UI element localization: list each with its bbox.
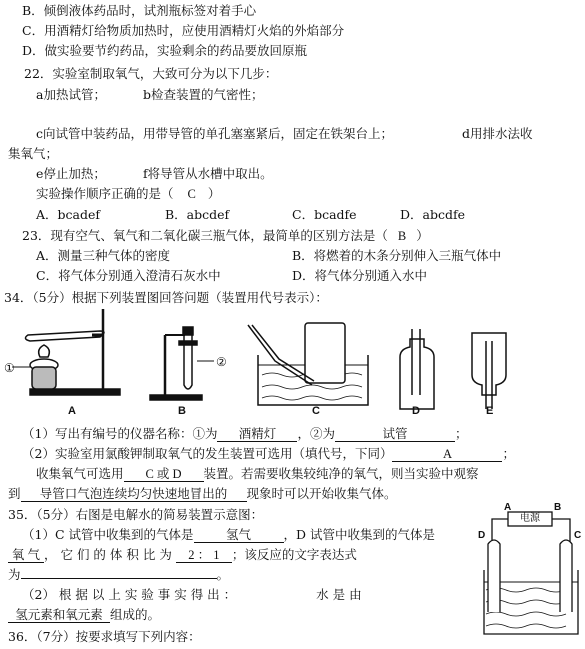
q34-part2-end: ；	[502, 446, 515, 461]
q34-part4-end: 现象时可以开始收集气体。	[246, 486, 397, 501]
q22-option-d: D．abcdfe	[400, 207, 466, 222]
q22-step-d-cont: 集氧气；	[8, 146, 59, 161]
q35-part5-end: 组成的。	[110, 607, 161, 622]
marker-1: ①	[4, 361, 15, 375]
q34-answer-1: 酒精灯	[217, 427, 297, 442]
q35-part4	[22, 587, 362, 603]
label-c: C	[312, 405, 320, 417]
q35-part4-text: （2） 根 据 以 上 实 验 事 实 得 出 ：	[22, 587, 237, 602]
tube-c-label: C	[574, 530, 582, 541]
q22-step-e: e停止加热；	[36, 166, 106, 181]
stand-b-base	[150, 395, 202, 400]
q35-blank-equation	[21, 578, 217, 579]
q34-part3-end: 装置。若需要收集较纯净的氧气，则当实验中观察	[203, 466, 479, 481]
q23-answer: B	[397, 229, 407, 243]
q35-part1	[22, 527, 435, 543]
tube-right	[560, 540, 572, 612]
bottle-e	[472, 333, 506, 395]
q22-close: ）	[207, 186, 221, 201]
option-d-line: D．做实验要节约药品，实验剩余的药品要放回原瓶	[22, 43, 308, 58]
q22-option-b: B．abcdef	[165, 207, 230, 222]
q23-option-c: C．将气体分别通入澄清石灰水中	[36, 268, 221, 283]
q22-stem: 22．实验室制取氧气，大致可分为以下几步：	[24, 66, 278, 81]
q34-answer-3: A	[392, 447, 502, 462]
q35-part1-text: （1）C 试管中收集到的气体是	[22, 527, 194, 542]
q35-stem: 35．（5分）右图是电解水的简易装置示意图：	[8, 507, 264, 522]
q22-step-d: d用排水法收	[462, 126, 533, 141]
q34-stem: 34．（5分）根据下列装置图回答问题（装置用代号表示）：	[4, 290, 328, 305]
option-c-line: C．用酒精灯给物质加热时，应使用酒精灯火焰的外焰部分	[22, 23, 345, 38]
label-e: E	[486, 405, 494, 417]
power-label: 电源	[520, 513, 540, 524]
q34-part3	[36, 466, 479, 482]
q34-answer-2: 试管	[335, 427, 455, 442]
q23-stem-text: 23．现有空气、氧气和二氧化碳三瓶气体，最简单的区别方法是（	[22, 228, 388, 243]
q22-step-a: a加热试管；	[36, 87, 106, 102]
q23-stem	[22, 228, 429, 244]
label-d: D	[412, 405, 420, 417]
q34-answer-4: C 或 D	[124, 467, 204, 482]
electrolysis-figure	[478, 500, 583, 640]
option-b-line: B．倾倒液体药品时，试剂瓶标签对着手心	[22, 3, 257, 18]
tube-left	[488, 540, 500, 612]
q36-stem: 36．（7分）按要求填写下列内容：	[8, 629, 201, 644]
apparatus-figure	[0, 305, 585, 420]
electrode-a-label: A	[504, 502, 512, 513]
stand-a-base	[30, 389, 120, 395]
q22-step-f: f将导管从水槽中取出。	[143, 166, 273, 181]
q34-part1-text: （1）写出有编号的仪器名称：①为	[22, 426, 218, 441]
q23-option-b: B．将燃着的木条分别伸入三瓶气体中	[292, 248, 502, 263]
q35-answer-2: 氧 气	[8, 548, 44, 563]
q35-part3	[8, 567, 229, 583]
label-a: A	[68, 405, 76, 417]
q35-part5	[8, 607, 160, 623]
q35-part4-end: 水 是 由	[316, 587, 362, 602]
q34-part3-text: 收集氧气可选用	[36, 466, 124, 481]
q34-part1-end: ；	[454, 426, 468, 441]
q34-part2-text: （2）实验室用氯酸钾制取氧气的发生装置可选用（填代号，下同）	[22, 446, 393, 461]
marker-2: ②	[216, 355, 227, 369]
q22-step-b: b检查装置的气密性；	[143, 87, 264, 102]
q35-part3-end: 。	[216, 567, 230, 582]
q23-option-a: A．测量三种气体的密度	[36, 248, 171, 263]
q34-part1-mid: ，②为	[297, 426, 335, 441]
electrode-b-label: B	[554, 502, 562, 513]
q23-option-d: D．将气体分别通入水中	[292, 268, 428, 283]
q35-answer-1: 氢气	[194, 528, 284, 543]
tube-d-label: D	[478, 530, 486, 541]
q34-part4-text: 到	[8, 486, 21, 501]
lamp-base	[32, 367, 56, 389]
q22-option-c: C．bcadfe	[292, 207, 357, 222]
q35-answer-3: 2 ： 1	[176, 548, 232, 563]
q35-part2	[8, 547, 357, 563]
q22-step-c: c向试管中装药品，用带导管的单孔塞塞紧后，固定在铁架台上；	[36, 126, 394, 141]
q35-part3-text: 为	[8, 567, 21, 582]
apparatus-drawing	[0, 305, 585, 420]
q35-part1-mid: ，D 试管中收集到的气体是	[283, 527, 435, 542]
lamp-flame	[39, 345, 50, 357]
q35-part2-end: ；该反应的文字表达式	[231, 547, 357, 562]
q34-part2	[22, 446, 515, 462]
q22-question	[36, 186, 220, 202]
gas-jar-c	[305, 323, 345, 383]
q35-part2-text: ， 它 们 的 体 积 比 为	[44, 547, 172, 562]
q22-question-text: 实验操作顺序正确的是（	[36, 186, 174, 201]
q22-answer: C	[187, 187, 196, 201]
q34-part4	[8, 486, 397, 502]
q34-answer-5: 导管口气泡连续均匀快速地冒出的	[21, 487, 247, 502]
q22-option-a: A．bcadef	[36, 207, 101, 222]
q23-close: ）	[416, 228, 429, 243]
label-b: B	[178, 405, 186, 417]
q34-part1	[22, 426, 468, 442]
q35-answer-4: 氢元素和氧元素	[8, 608, 110, 623]
bottle-d	[400, 339, 434, 409]
